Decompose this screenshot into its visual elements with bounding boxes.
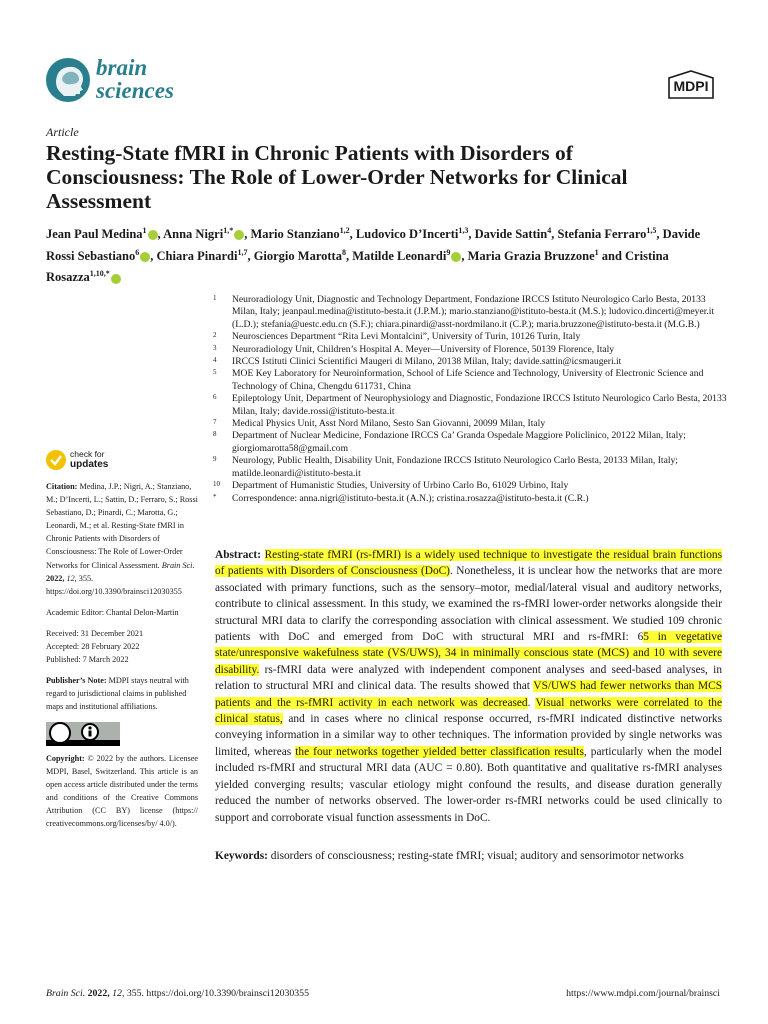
author-name: Ludovico D’Incerti xyxy=(355,227,459,242)
affiliation-number: 1 xyxy=(213,294,217,302)
author-separator: , xyxy=(345,248,353,263)
sidebar xyxy=(46,446,198,838)
citation-block xyxy=(46,480,198,598)
affiliation-text: MOE Key Laboratory for Neuroinformation, School of Life Science and Technology, University of Electronic Science and Technology of China, Chengdu 611731, China xyxy=(232,368,704,392)
author-name: Matilde Leonardi xyxy=(352,248,447,263)
check-updates-icon xyxy=(46,450,66,470)
author-affiliation-sup: 6 xyxy=(135,247,140,257)
keywords xyxy=(215,848,722,864)
author-separator: and xyxy=(598,248,626,263)
abstract xyxy=(215,547,722,826)
affiliation-number: 10 xyxy=(213,480,220,489)
highlighted-text: VS/UWS had fewer networks than MCS patients and the rs-fMRI activity in each network was decreased xyxy=(215,680,722,709)
abstract-text: . Nonetheless, it is unclear how the networks that are more associated with primary functions, such as the sensory–motor, medial/lateral visual and auditory networks, contribute to clinical assessment. In this study, we examined the rs-fMRI lower-order networks alongside their structural MRI data to clarify the corresponding association with clinical assessment. We studied 109 chronic patients with DoC and emerged from DoC with structural MRI and rs-fMRI: 6 xyxy=(215,565,722,644)
author-affiliation-sup: 1,10,* xyxy=(89,269,110,279)
note-label: Publisher’s Note: xyxy=(46,676,107,686)
affiliation-text: Medical Physics Unit, Asst Nord Milano, Sesto San Giovanni, 20099 Milan, Italy xyxy=(232,418,546,430)
note-text: MDPI stays neutral with regard to jurisdictional claims in published maps and institutional affiliations. xyxy=(46,676,189,712)
footer-journal: Brain Sci. xyxy=(46,988,86,999)
author-affiliation-sup: 1,5 xyxy=(646,226,657,235)
citation-volume: 12 xyxy=(66,573,75,583)
author-affiliation-sup: 1,* xyxy=(223,226,234,235)
orcid-icon[interactable] xyxy=(111,274,121,284)
author-name: Mario Stanziano xyxy=(250,227,340,242)
author-name: Chiara Pinardi xyxy=(156,248,238,263)
author-affiliation-sup: 1,2 xyxy=(339,226,350,235)
journal-name: brain sciences xyxy=(96,55,174,103)
author xyxy=(163,227,250,241)
abstract-label: Abstract: xyxy=(215,549,261,561)
keywords-label: Keywords: xyxy=(215,850,268,862)
affiliation-item xyxy=(210,294,730,331)
affiliation-item xyxy=(210,493,730,505)
check-for-updates-badge[interactable] xyxy=(46,446,198,476)
citation-text: Medina, J.P.; Nigri, A.; Stanziano, M.; D’Incerti, L.; Sattin, D.; Ferraro, S.; Rossi Sebastiano, D.; Pinardi, C.; Marotta, G.; Leonardi, M.; et al. Resting-State fMRI in Chronic Patients with Disorders of Consciousness: The Role of Lower-Order Networks for Clinical Assessment. xyxy=(46,482,198,570)
footer-doi[interactable]: , 355. https://doi.org/10.3390/brainsci12030355 xyxy=(121,988,309,999)
affiliation-text: Department of Humanistic Studies, University of Urbino Carlo Bo, 61029 Urbino, Italy xyxy=(232,480,569,492)
author-separator: , xyxy=(150,248,157,263)
publisher-note xyxy=(46,674,198,713)
affiliation-item xyxy=(210,480,730,492)
author-affiliation-sup: 1,7 xyxy=(237,247,248,257)
author-name: Davide Sattin xyxy=(474,227,548,242)
author-affiliation-sup: 1 xyxy=(142,226,147,235)
author-name: Maria Grazia Bruzzone xyxy=(467,248,595,263)
article-type: Article xyxy=(46,125,79,139)
highlighted-text: 5 in vegetative state/unresponsive wakefulness state (VS/UWS), 34 in minimally conscious state (MCS) and 10 with severe disability. xyxy=(215,631,722,676)
affiliation-text: Neuroradiology Unit, Diagnostic and Technology Department, Fondazione IRCCS Istituto Neurologico Carlo Besta, 20133 Milan, Italy; jeanpaul.medina@istituto-besta.it (J.P.M.); mario.stanziano@istituto-besta.it (M.S.); ludovico.dincerti@meyer.it (L.D.); stefania@uestc.edu.cn (S.F.); chiara.pinardi@asst-nordmilano.it (C.P.); maria.bruzzone@istituto-besta.it (M.G.B.) xyxy=(232,294,715,330)
affiliation-item xyxy=(210,356,730,368)
affiliation-item xyxy=(210,430,730,455)
affiliation-number: 2 xyxy=(213,331,217,340)
highlighted-text: Visual networks were correlated to the clinical status, xyxy=(215,696,722,726)
abstract-text: rs-fMRI data were analyzed with independent component analyses and seed-based analyses, in relation to structural MRI and clinical data. The results showed that xyxy=(215,663,722,693)
author-separator: , xyxy=(551,227,558,242)
abstract-text: . xyxy=(527,696,536,709)
author-separator: , xyxy=(468,227,475,242)
affiliation-number: 8 xyxy=(213,430,217,439)
updates-label: updates xyxy=(70,459,109,470)
accepted-date: Accepted: 28 February 2022 xyxy=(46,642,140,652)
author xyxy=(46,227,163,241)
publisher-logo xyxy=(666,70,716,102)
orcid-icon[interactable] xyxy=(451,252,461,262)
author-affiliation-sup: 1 xyxy=(594,247,599,257)
author-separator: , xyxy=(349,227,356,242)
footer-volume: 12 xyxy=(112,988,122,999)
author xyxy=(250,227,355,241)
affiliation-number: * xyxy=(213,492,217,501)
author xyxy=(356,227,475,241)
affiliation-number: 5 xyxy=(213,368,217,377)
copyright-label: Copyright: xyxy=(46,753,85,763)
affiliation-number: 6 xyxy=(213,393,217,402)
citation-journal: Brain Sci. xyxy=(161,560,195,570)
brain-head-icon xyxy=(46,58,90,102)
author-separator: , xyxy=(244,227,251,242)
affiliation-text: Department of Nuclear Medicine, Fondazione IRCCS Ca’ Granda Ospedale Maggiore Policlinico, 20122 Milan, Italy; giorgiomarotta58@gmail.com xyxy=(232,430,686,454)
author-separator: , xyxy=(247,248,254,263)
affiliation-number: 7 xyxy=(213,418,217,427)
affiliation-number: 9 xyxy=(213,455,217,464)
affiliation-item xyxy=(210,344,730,356)
abstract-text: and in cases where no clinical response occurred, rs-fMRI indicated distinctive networks conveying information in a similar way to other techniques. The information provided by single networks was limited, whereas xyxy=(215,713,722,758)
affiliation-number: 3 xyxy=(213,343,217,352)
affiliation-list xyxy=(210,294,730,505)
affiliation-item xyxy=(210,368,730,393)
affiliation-text: Correspondence: anna.nigri@istituto-besta.it (A.N.); cristina.rosazza@istituto-besta.it (C.R.) xyxy=(232,492,589,504)
author-affiliation-sup: 1,3 xyxy=(458,226,469,235)
author xyxy=(468,249,625,263)
article-title: Resting-State fMRI in Chronic Patients with Disorders of Consciousness: The Role of Lower-Order Networks for Clinical Assessment xyxy=(46,141,628,213)
orcid-icon[interactable] xyxy=(234,230,244,240)
dates-block xyxy=(46,627,198,666)
affiliation-text: Neurology, Public Health, Disability Unit, Fondazione IRCCS Istituto Neurologico Carlo Besta, 20133 Milan, Italy; matilde.leonardi@istituto-besta.it xyxy=(232,455,678,479)
check-label: check for xyxy=(70,449,105,459)
affiliation-item xyxy=(210,418,730,430)
footer-citation xyxy=(46,988,309,999)
citation-doi[interactable]: , 355. https://doi.org/10.3390/brainsci12030355 xyxy=(46,573,182,596)
copyright-block xyxy=(46,752,198,831)
author xyxy=(557,227,662,241)
author-separator: , xyxy=(656,227,663,242)
author-affiliation-sup: 8 xyxy=(341,247,346,257)
highlighted-text: the four networks together yielded better classification results xyxy=(295,745,584,758)
affiliation-item xyxy=(210,393,730,418)
journal-logo xyxy=(46,55,206,108)
cc-by-license-badge[interactable] xyxy=(46,722,120,746)
received-date: Received: 31 December 2021 xyxy=(46,628,144,638)
author-name: Giorgio Marotta xyxy=(253,248,342,263)
affiliation-text: Neuroradiology Unit, Children’s Hospital A. Meyer—University of Florence, 50139 Florence, Italy xyxy=(232,343,615,355)
author-name: Cristina Rosazza xyxy=(46,248,669,285)
affiliation-text: IRCCS Istituti Clinici Scientifici Maugeri di Milano, 20138 Milan, Italy; davide.sattin@icsmaugeri.it xyxy=(232,356,622,368)
copyright-text: © 2022 by the authors. Licensee MDPI, Basel, Switzerland. This article is an open access article distributed under the terms and conditions of the Creative Commons Attribution (CC BY) license (https:// creativecommons.org/licenses/by/ 4.0/). xyxy=(46,753,198,828)
footer-journal-url[interactable]: https://www.mdpi.com/journal/brainsci xyxy=(566,988,720,999)
orcid-icon[interactable] xyxy=(140,252,150,262)
citation-year: 2022, xyxy=(46,573,67,583)
affiliation-item xyxy=(210,331,730,343)
abstract-text: , particularly when the model included rs-fMRI and structural MRI data (AUC = 0.80). Both quantitative and qualitative rs-fMRI analyses yielded converging results; vascular etiology might confound the results, and disease duration generally reduced the number of networks observed. The lower-order rs-fMRI networks could be used clinically to support and corroborate visual function assessments in DoC. xyxy=(215,745,723,824)
abstract-body xyxy=(215,549,722,824)
affiliation-item xyxy=(210,455,730,480)
keywords-text: disorders of consciousness; resting-state fMRI; visual; auditory and sensorimotor networks xyxy=(267,850,684,862)
author-separator: , xyxy=(157,227,164,242)
publisher-name: MDPI xyxy=(673,78,709,94)
academic-editor: Academic Editor: Chantal Delon-Martin xyxy=(46,607,179,617)
author-list xyxy=(46,222,706,287)
author-affiliation-sup: 9 xyxy=(446,247,451,257)
published-date: Published: 7 March 2022 xyxy=(46,655,129,665)
author-name: Jean Paul Medina xyxy=(46,227,143,242)
author-affiliation-sup: 4 xyxy=(547,226,552,235)
citation-label: Citation: xyxy=(46,482,78,491)
author-name: Stefania Ferraro xyxy=(557,227,647,242)
author-name: Davide Rossi Sebastiano xyxy=(46,227,701,263)
author xyxy=(157,249,254,263)
author-name: Anna Nigri xyxy=(163,227,224,242)
author-separator: , xyxy=(461,248,468,263)
author xyxy=(475,227,558,241)
affiliation-number: 4 xyxy=(213,356,217,365)
orcid-icon[interactable] xyxy=(148,230,158,240)
affiliation-text: Neurosciences Department “Rita Levi Montalcini”, University of Turin, 10126 Turin, Italy xyxy=(232,331,581,343)
footer-year: 2022, xyxy=(85,988,113,999)
affiliation-text: Epileptology Unit, Department of Neurophysiology and Diagnostic, Fondazione IRCCS Istituto Neurologico Carlo Besta, 20133 Milan, Italy; davide.rossi@istituto-besta.it xyxy=(232,393,727,417)
highlighted-text: Resting-state fMRI (rs-fMRI) is a widely used technique to investigate the residual brain functions of patients with Disorders of Consciousness (DoC) xyxy=(215,549,722,578)
author xyxy=(254,249,353,263)
author xyxy=(352,249,467,263)
